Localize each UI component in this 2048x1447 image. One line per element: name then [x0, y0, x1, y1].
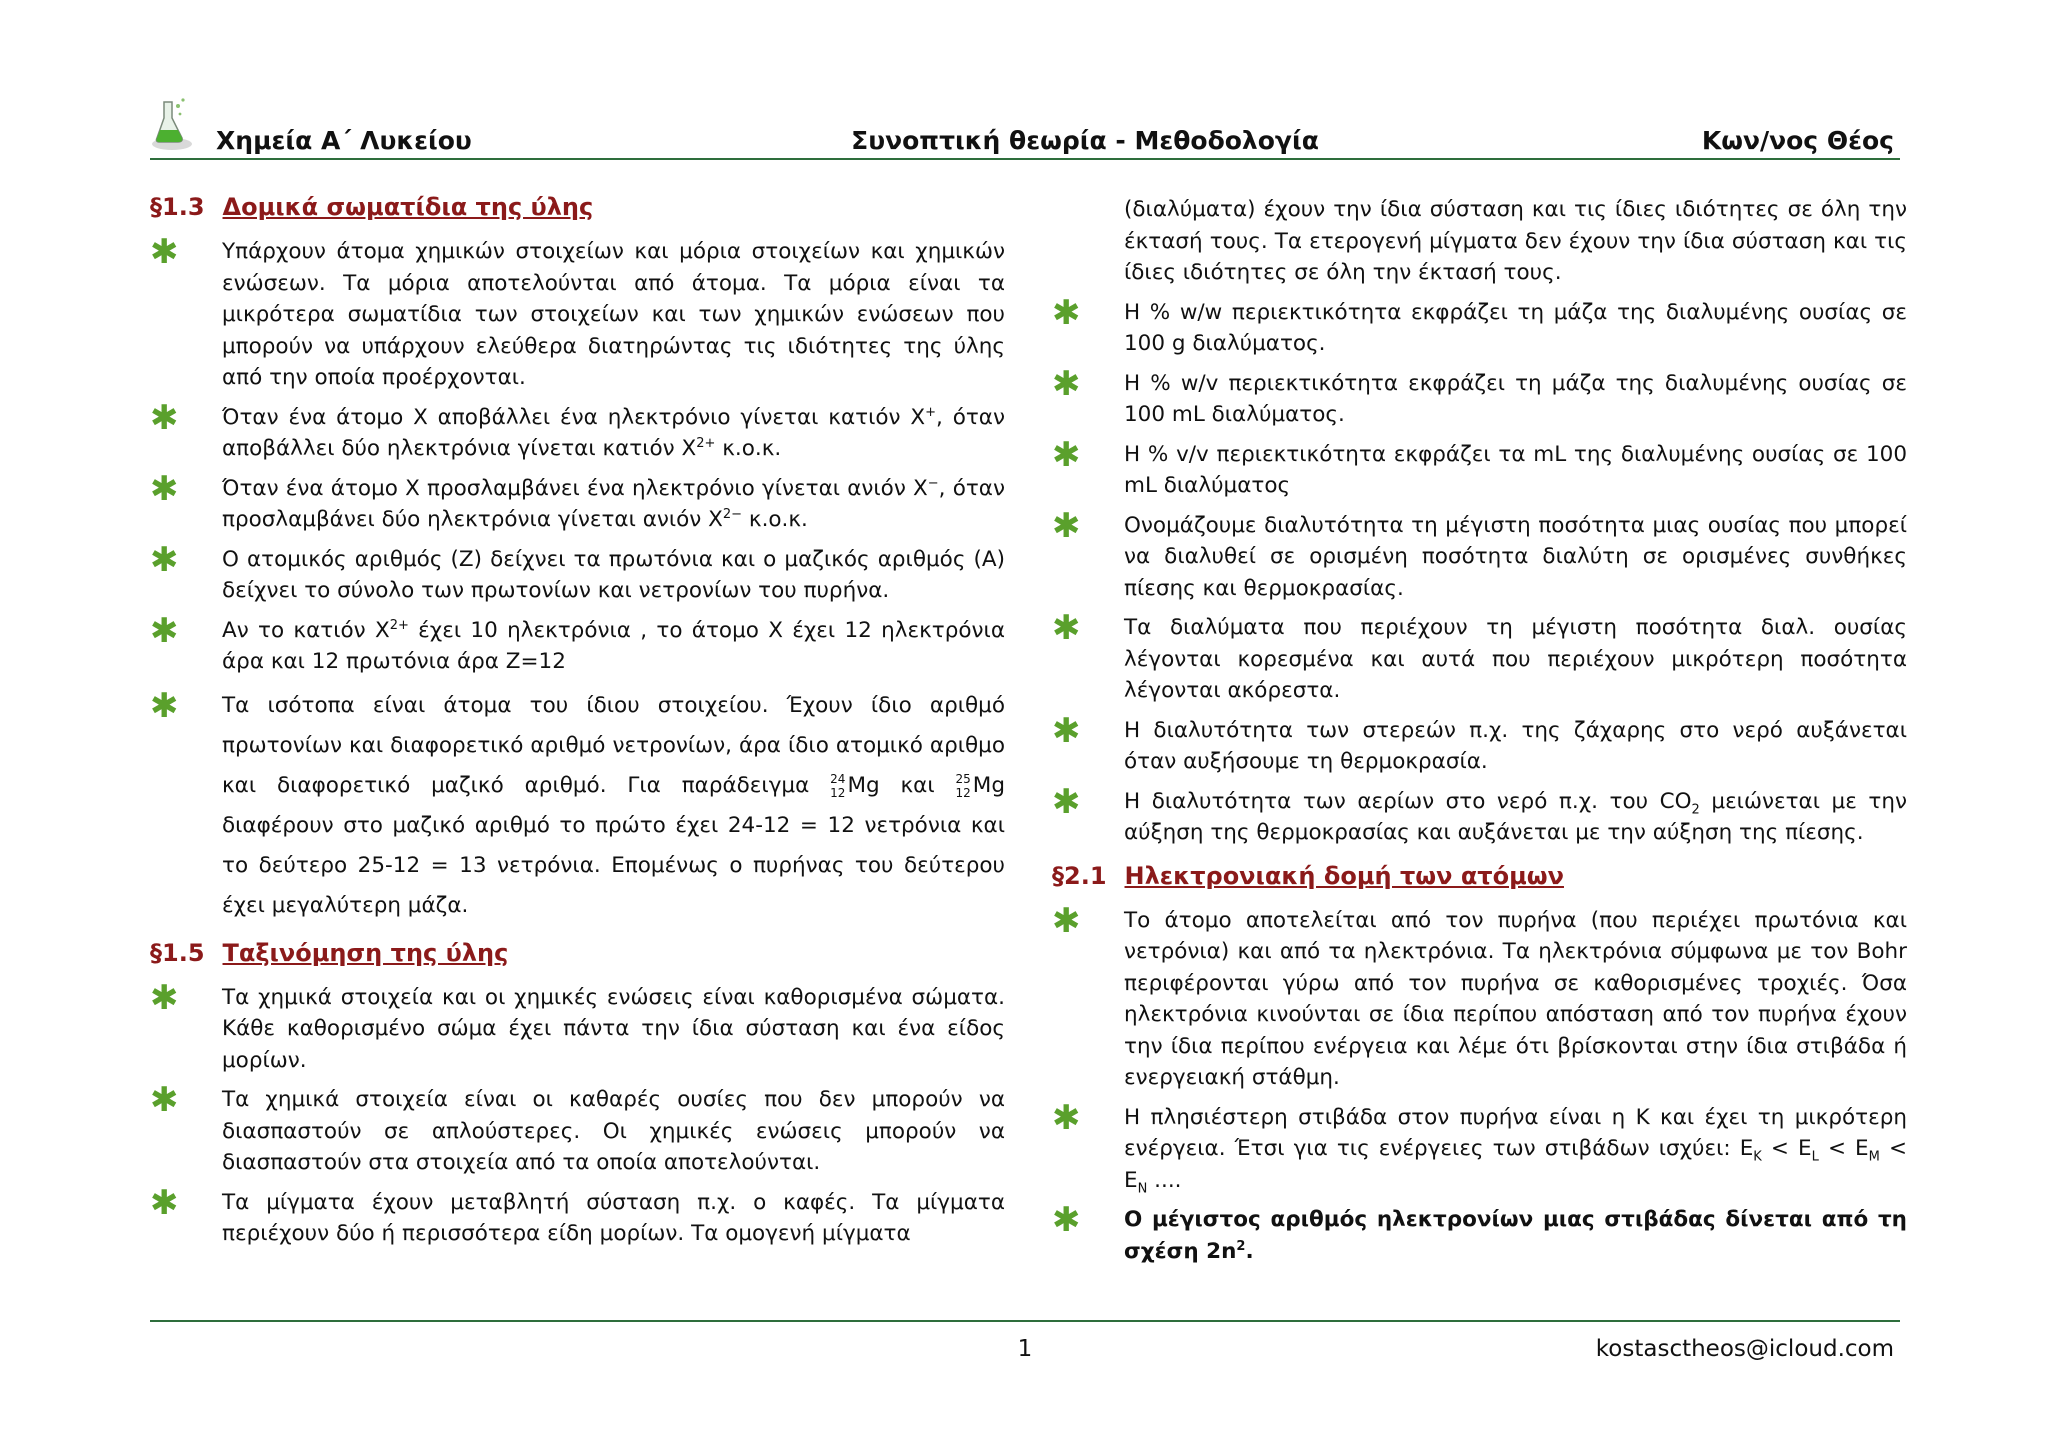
list-item: ✱ Το άτομο αποτελείται από τον πυρήνα (που περιέχει πρωτόνια και νετρόνια) και από τα ηλεκτρόνια. Τα ηλεκτρόνια σύμφωνα με τον Bohr περιφέρονται γύρω από τον πυρήνα σε καθορισμένες τροχιές. Όσα ηλεκτρόνια κινούνται σε ίδια περίπου απόσταση από τον πυρήνα έχουν την ίδια περίπου ενέργεια και λέμε ότι βρίσκονται στην ίδια στιβάδα ή ενεργειακή στάθμη. [1052, 900, 1907, 1090]
document-title: Συνοπτική θεωρία - Μεθοδολογία [851, 126, 1319, 155]
asterisk-bullet-icon: ✱ [150, 1080, 179, 1120]
list-item: ✱ Όταν ένα άτομο Χ προσλαμβάνει ένα ηλεκτρόνιο γίνεται ανιόν Χ−, όταν προσλαμβάνει δύο ηλεκτρόνια γίνεται ανιόν $X^{2-}$ κ.ο.κ. [150, 468, 1005, 532]
section-title: Δομικά σωματίδια της ύλης [222, 193, 594, 221]
asterisk-bullet-icon: ✱ [1052, 292, 1081, 333]
page-number: 1 [1017, 1336, 1033, 1362]
list-item: ✱ Η πλησιέστερη στιβάδα στον πυρήνα είναι η Κ και έχει τη μικρότερη ενέργεια. Έτσι για τις ενέργειες των στιβάδων ισχύει: $E_K < E_L < E_M < E_N$ .... [1052, 1097, 1907, 1196]
continued-text: (διαλύματα) έχουν την ίδια σύσταση και τις ίδιες ιδιότητες σε όλη την έκτασή τους. Τα ετερογενή μίγματα δεν έχουν την ίδια σύσταση και τις ίδιες ιδιότητες σε όλη την έκτασή τους. [1124, 197, 1907, 285]
asterisk-bullet-icon: ✱ [150, 468, 179, 509]
isotope-notation: 25 12 [955, 771, 971, 800]
right-column [1052, 194, 1907, 1275]
asterisk-bullet-icon: ✱ [150, 232, 179, 272]
list-item: ✱ Υπάρχουν άτομα χημικών στοιχείων και μόρια στοιχείων και χημικών ενώσεων. Τα μόρια αποτελούνται από άτομα. Τα μόρια είναι τα μικρότερα σωματίδια των στοιχείων και των χημικών ενώσεων που μπορούν να υπάρχουν ελεύθερα διατηρώντας τις ιδιότητες της ύλης από την οποία προέρχονται. [150, 232, 1005, 390]
section-number: §2.1 [1052, 861, 1107, 890]
section-title: Ταξινόμηση της ύλης [222, 938, 509, 967]
asterisk-bullet-icon: ✱ [1052, 1200, 1081, 1240]
list-item: ✱ Τα μίγματα έχουν μεταβλητή σύσταση π.χ. ο καφές. Τα μίγματα περιέχουν δύο ή περισσότερα είδη μορίων. Τα ομογενή μίγματα [150, 1182, 1005, 1246]
section-number: §1.5 [150, 938, 205, 967]
flask-logo-icon [150, 94, 194, 152]
asterisk-bullet-icon: ✱ [150, 397, 179, 438]
page-header [150, 98, 1900, 160]
list-item: ✱ Τα διαλύματα που περιέχουν τη μέγιστη ποσότητα διαλ. ουσίας λέγονται κορεσμένα και αυτά που περιέχουν μικρότερη ποσότητα λέγονται ακόρεστα. [1052, 608, 1907, 703]
list-item: ✱ Ονομάζουμε διαλυτότητα τη μέγιστη ποσότητα μιας ουσίας που μπορεί να διαλυθεί σε ορισμένη ποσότητα διαλύτη σε ορισμένες συνθήκες πίεσης και θερμοκρασίας. [1052, 505, 1907, 601]
list-item: ✱ Η % w/w περιεκτικότητα εκφράζει τη μάζα της διαλυμένης ουσίας σε 100 g διαλύματος. [1052, 292, 1907, 356]
list-item: ✱ Η διαλυτότητα των αερίων στο νερό π.χ. του $CO_2$ μειώνεται με την αύξηση της θερμοκρασίας και αυξάνεται με την αύξηση της πίεσης. [1052, 781, 1907, 845]
list-item: ✱ Η % v/v περιεκτικότητα εκφράζει τα mL της διαλυμένης ουσίας σε 100 mL διαλύματος [1052, 434, 1907, 498]
asterisk-bullet-icon: ✱ [1052, 710, 1081, 751]
page-footer [150, 1320, 1900, 1362]
list-item: ✱ Τα χημικά στοιχεία είναι οι καθαρές ουσίες που δεν μπορούν να διασπαστούν σε απλούστερες. Οι χημικές ενώσεις μπορούν να διασπαστούν στα στοιχεία από τα οποία αποτελούνται. [150, 1080, 1005, 1175]
list-item: ✱ Ο μέγιστος αριθμός ηλεκτρονίων μιας στιβάδας δίνεται από τη σχέση $2n^2$. [1052, 1200, 1907, 1264]
isotope-notation: 24 12 [830, 771, 846, 800]
asterisk-bullet-icon: ✱ [1052, 608, 1081, 648]
author-name: Κων/νος Θέος [1701, 126, 1894, 155]
asterisk-bullet-icon: ✱ [1052, 505, 1081, 546]
asterisk-bullet-icon: ✱ [1052, 434, 1081, 475]
section-heading [1052, 861, 1907, 891]
asterisk-bullet-icon: ✱ [150, 977, 179, 1018]
asterisk-bullet-icon: ✱ [1052, 363, 1081, 404]
list-item: ✱ Αν το κατιόν $X^{2+}$ έχει 10 ηλεκτρόνια , το άτομο Χ έχει 12 ηλεκτρόνια άρα και 12 πρωτόνια άρα Ζ=12 [150, 610, 1005, 674]
list-item: ✱ Τα ισότοπα είναι άτομα του ίδιου στοιχείου. Έχουν ίδιο αριθμό πρωτονίων και διαφορετικό αριθμό νετρονίων, άρα ίδιο ατομικό αριθμο και διαφορετικό μαζικό αριθμό. Για παράδειγμα 24 12 Mg και 25 12 Mg διαφέρουν στο μαζικό αριθμό το πρώτο έχει 24-12 = 12 νετρόνια και το δεύτερο 25-12 = 13 νετρόνια. Επομένως ο πυρήνας του δεύτερου έχει μεγαλύτερη μάζα. [150, 685, 1005, 918]
list-item: ✱ Τα χημικά στοιχεία και οι χημικές ενώσεις είναι καθορισμένα σώματα. Κάθε καθορισμένο σώμα έχει πάντα την ίδια σύσταση και ένα είδος μορίων. [150, 977, 1005, 1073]
asterisk-bullet-icon: ✱ [150, 1182, 179, 1223]
asterisk-bullet-icon: ✱ [150, 685, 179, 726]
section-heading [150, 192, 1005, 222]
section-title: Ηλεκτρονιακή δομή των ατόμων [1124, 861, 1564, 890]
asterisk-bullet-icon: ✱ [1052, 781, 1081, 822]
section-number: §1.3 [150, 193, 205, 221]
list-item: ✱ Η διαλυτότητα των στερεών π.χ. της ζάχαρης στο νερό αυξάνεται όταν αυξήσουμε τη θερμοκρασία. [1052, 710, 1907, 774]
asterisk-bullet-icon: ✱ [1052, 1097, 1081, 1138]
section-heading [150, 938, 1005, 968]
asterisk-bullet-icon: ✱ [1052, 900, 1081, 941]
asterisk-bullet-icon: ✱ [150, 539, 179, 580]
asterisk-bullet-icon: ✱ [150, 610, 179, 651]
left-column [150, 192, 1005, 1258]
list-item: ✱ Όταν ένα άτομο Χ αποβάλλει ένα ηλεκτρόνιο γίνεται κατιόν Χ+, όταν αποβάλλει δύο ηλεκτρόνια γίνεται κατιόν $X^{2+}$ κ.ο.κ. [150, 397, 1005, 461]
list-item: ✱ Ο ατομικός αριθμός (Ζ) δείχνει τα πρωτόνια και ο μαζικός αριθμός (Α) δείχνει το σύνολο των πρωτονίων και νετρονίων του πυρήνα. [150, 539, 1005, 603]
course-title: Χημεία Α΄ Λυκείου [216, 126, 472, 155]
author-email: kostasctheos@icloud.com [1595, 1336, 1894, 1362]
list-item: ✱ Η % w/v περιεκτικότητα εκφράζει τη μάζα της διαλυμένης ουσίας σε 100 mL διαλύματος. [1052, 363, 1907, 427]
